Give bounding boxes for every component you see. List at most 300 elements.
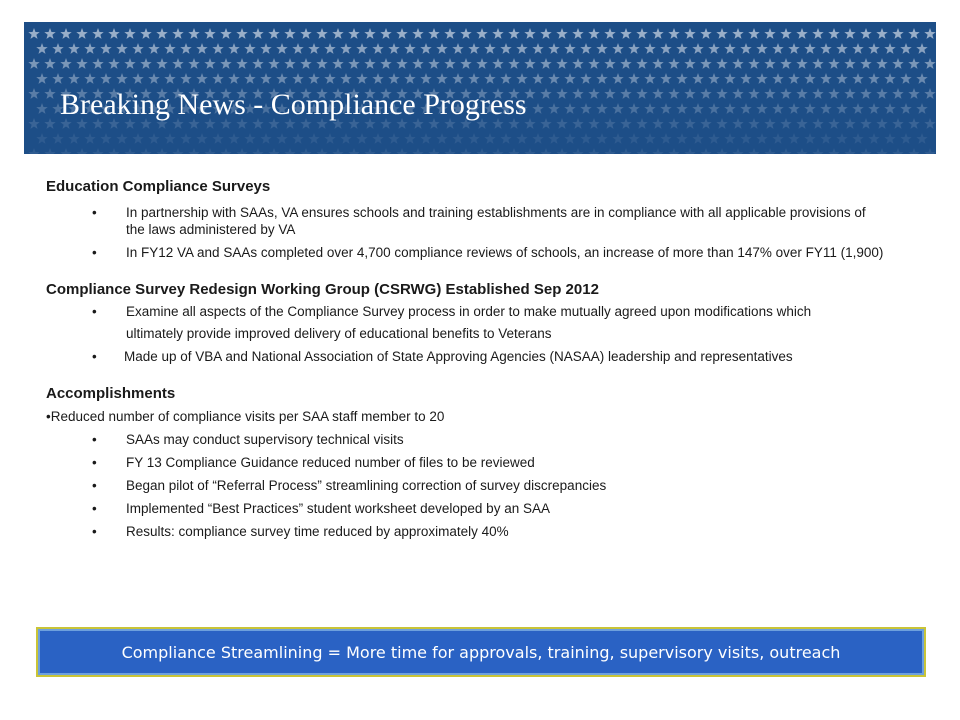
star-icon xyxy=(476,58,487,69)
star-icon xyxy=(84,133,95,144)
star-icon xyxy=(788,103,799,114)
star-icon xyxy=(820,133,831,144)
star-icon xyxy=(900,133,911,144)
star-icon xyxy=(572,118,583,129)
star-icon xyxy=(196,73,207,84)
star-icon xyxy=(668,118,679,129)
star-icon xyxy=(492,58,503,69)
star-icon xyxy=(780,118,791,129)
star-icon xyxy=(516,43,527,54)
star-icon xyxy=(892,88,903,99)
star-icon xyxy=(76,148,87,154)
star-icon xyxy=(700,28,711,39)
star-icon xyxy=(580,103,591,114)
star-icon xyxy=(484,43,495,54)
star-icon xyxy=(364,148,375,154)
star-icon xyxy=(700,148,711,154)
star-icon xyxy=(612,43,623,54)
star-icon xyxy=(540,28,551,39)
star-icon xyxy=(524,148,535,154)
bullet-dot: • xyxy=(92,455,97,470)
star-icon xyxy=(652,58,663,69)
star-icon xyxy=(556,118,567,129)
star-icon xyxy=(868,43,879,54)
star-icon xyxy=(876,28,887,39)
star-icon xyxy=(36,103,47,114)
star-icon xyxy=(724,103,735,114)
star-icon xyxy=(628,103,639,114)
star-icon xyxy=(524,28,535,39)
star-icon xyxy=(100,73,111,84)
star-icon xyxy=(708,133,719,144)
bullet-dot: • xyxy=(92,304,97,319)
bullet-text: Implemented “Best Practices” student worksheet developed by an SAA xyxy=(126,501,550,516)
star-icon xyxy=(684,118,695,129)
slide-body xyxy=(46,178,886,540)
star-icon xyxy=(404,73,415,84)
star-icon xyxy=(660,73,671,84)
star-icon xyxy=(756,133,767,144)
star-icon xyxy=(204,148,215,154)
star-icon xyxy=(836,133,847,144)
star-icon xyxy=(636,88,647,99)
star-icon xyxy=(52,73,63,84)
star-icon xyxy=(900,103,911,114)
star-icon xyxy=(36,133,47,144)
star-icon xyxy=(724,73,735,84)
star-icon xyxy=(180,73,191,84)
star-icon xyxy=(556,58,567,69)
star-icon xyxy=(116,73,127,84)
star-icon xyxy=(60,28,71,39)
star-icon xyxy=(908,118,919,129)
star-icon xyxy=(292,43,303,54)
star-icon xyxy=(340,133,351,144)
star-icon xyxy=(164,133,175,144)
star-icon xyxy=(676,73,687,84)
star-icon xyxy=(220,28,231,39)
star-icon xyxy=(844,28,855,39)
star-icon xyxy=(820,73,831,84)
star-icon xyxy=(716,28,727,39)
star-icon xyxy=(748,148,759,154)
star-icon xyxy=(700,88,711,99)
star-icon xyxy=(684,58,695,69)
star-icon xyxy=(516,133,527,144)
star-icon xyxy=(84,73,95,84)
bullet-dot: • xyxy=(92,501,97,516)
star-icon xyxy=(372,43,383,54)
callout-box xyxy=(36,627,926,677)
bullet-text: Results: compliance survey time reduced by approximately 40% xyxy=(126,524,509,539)
star-icon xyxy=(188,28,199,39)
star-icon xyxy=(716,118,727,129)
star-icon xyxy=(452,43,463,54)
star-icon xyxy=(804,43,815,54)
star-icon xyxy=(860,58,871,69)
star-icon xyxy=(44,148,55,154)
star-icon xyxy=(588,28,599,39)
star-icon xyxy=(428,58,439,69)
star-icon xyxy=(780,58,791,69)
star-icon xyxy=(372,133,383,144)
star-icon xyxy=(268,148,279,154)
star-icon xyxy=(284,28,295,39)
star-icon xyxy=(868,73,879,84)
star-icon xyxy=(444,58,455,69)
star-icon xyxy=(732,88,743,99)
star-icon xyxy=(908,148,919,154)
star-icon xyxy=(788,133,799,144)
star-icon xyxy=(924,88,935,99)
bullet-dot: • xyxy=(92,478,97,493)
star-icon xyxy=(484,133,495,144)
star-icon xyxy=(700,118,711,129)
star-icon xyxy=(500,133,511,144)
star-icon xyxy=(684,148,695,154)
star-icon xyxy=(36,73,47,84)
star-icon xyxy=(764,148,775,154)
star-icon xyxy=(916,43,927,54)
star-icon xyxy=(892,148,903,154)
star-icon xyxy=(308,73,319,84)
star-icon xyxy=(876,58,887,69)
star-icon xyxy=(228,133,239,144)
star-icon xyxy=(676,103,687,114)
star-icon xyxy=(796,28,807,39)
star-icon xyxy=(636,148,647,154)
star-icon xyxy=(108,58,119,69)
star-icon xyxy=(204,58,215,69)
bullet-item xyxy=(46,303,886,320)
star-icon xyxy=(828,58,839,69)
star-icon xyxy=(348,148,359,154)
star-icon xyxy=(876,118,887,129)
star-icon xyxy=(84,43,95,54)
star-icon xyxy=(260,133,271,144)
star-icon xyxy=(100,133,111,144)
star-icon xyxy=(868,133,879,144)
star-icon xyxy=(380,28,391,39)
star-icon xyxy=(212,133,223,144)
star-icon xyxy=(28,58,39,69)
star-icon xyxy=(924,58,935,69)
star-icon xyxy=(732,118,743,129)
star-icon xyxy=(716,58,727,69)
star-icon xyxy=(28,148,39,154)
star-icon xyxy=(764,58,775,69)
star-icon xyxy=(860,88,871,99)
star-icon xyxy=(812,88,823,99)
star-icon xyxy=(348,28,359,39)
star-icon xyxy=(692,133,703,144)
star-icon xyxy=(268,58,279,69)
star-icon xyxy=(588,118,599,129)
star-icon xyxy=(596,43,607,54)
star-icon xyxy=(148,43,159,54)
star-icon xyxy=(732,28,743,39)
bullet-text: SAAs may conduct supervisory technical visits xyxy=(126,432,404,447)
star-icon xyxy=(852,103,863,114)
star-icon xyxy=(356,43,367,54)
star-icon xyxy=(52,43,63,54)
star-icon xyxy=(492,28,503,39)
star-icon xyxy=(332,58,343,69)
star-icon xyxy=(844,58,855,69)
star-icon xyxy=(756,73,767,84)
star-icon xyxy=(236,58,247,69)
star-icon xyxy=(68,43,79,54)
star-icon xyxy=(548,133,559,144)
star-icon xyxy=(532,133,543,144)
star-icon xyxy=(884,103,895,114)
star-icon xyxy=(316,148,327,154)
star-icon xyxy=(132,133,143,144)
star-icon xyxy=(644,103,655,114)
star-icon xyxy=(540,88,551,99)
star-icon xyxy=(900,73,911,84)
star-icon xyxy=(60,58,71,69)
star-icon xyxy=(516,73,527,84)
star-icon xyxy=(580,73,591,84)
star-icon xyxy=(828,28,839,39)
lead-bullet: •Reduced number of compliance visits per SAA staff member to 20 xyxy=(46,409,445,424)
star-icon xyxy=(804,103,815,114)
star-icon xyxy=(836,43,847,54)
star-icon xyxy=(364,28,375,39)
star-icon xyxy=(228,73,239,84)
star-icon xyxy=(628,73,639,84)
star-icon xyxy=(396,28,407,39)
star-icon xyxy=(236,28,247,39)
star-icon xyxy=(124,28,135,39)
bullet-text: In partnership with SAAs, VA ensures schools and training establishments are in compliance with all applicable provisions of the laws administered by VA xyxy=(126,205,866,237)
bullet-item xyxy=(46,454,886,471)
star-icon xyxy=(732,148,743,154)
star-icon xyxy=(780,148,791,154)
star-icon xyxy=(204,28,215,39)
star-icon xyxy=(836,103,847,114)
star-icon xyxy=(828,148,839,154)
star-icon xyxy=(172,148,183,154)
star-icon xyxy=(268,28,279,39)
star-icon xyxy=(548,103,559,114)
star-icon xyxy=(596,133,607,144)
star-icon xyxy=(292,133,303,144)
star-icon xyxy=(604,148,615,154)
star-icon xyxy=(124,148,135,154)
star-icon xyxy=(532,73,543,84)
star-icon xyxy=(884,133,895,144)
star-icon xyxy=(324,73,335,84)
star-icon xyxy=(124,58,135,69)
star-icon xyxy=(692,73,703,84)
star-icon xyxy=(276,133,287,144)
star-icon xyxy=(356,133,367,144)
star-icon xyxy=(660,43,671,54)
star-icon xyxy=(500,73,511,84)
star-icon xyxy=(156,148,167,154)
star-icon xyxy=(772,73,783,84)
star-icon xyxy=(476,28,487,39)
star-icon xyxy=(252,28,263,39)
bullet-continuation: ultimately provide improved delivery of educational benefits to Veterans xyxy=(126,326,552,341)
star-icon xyxy=(484,73,495,84)
star-icon xyxy=(300,58,311,69)
star-icon xyxy=(628,43,639,54)
star-icon xyxy=(260,43,271,54)
star-icon xyxy=(892,58,903,69)
star-icon xyxy=(668,58,679,69)
star-icon xyxy=(28,28,39,39)
star-icon xyxy=(500,43,511,54)
star-icon xyxy=(420,43,431,54)
star-icon xyxy=(412,28,423,39)
star-icon xyxy=(220,148,231,154)
star-icon xyxy=(772,133,783,144)
star-icon xyxy=(812,118,823,129)
star-icon xyxy=(92,148,103,154)
star-icon xyxy=(596,73,607,84)
star-icon xyxy=(612,73,623,84)
star-icon xyxy=(164,43,175,54)
star-icon xyxy=(236,148,247,154)
bullet-item xyxy=(46,500,886,517)
star-icon xyxy=(36,43,47,54)
star-icon xyxy=(364,58,375,69)
star-icon xyxy=(884,43,895,54)
star-icon xyxy=(796,58,807,69)
title-banner xyxy=(24,22,936,154)
star-icon xyxy=(412,148,423,154)
star-icon xyxy=(92,58,103,69)
star-icon xyxy=(572,148,583,154)
star-icon xyxy=(556,88,567,99)
star-icon xyxy=(628,133,639,144)
star-icon xyxy=(724,133,735,144)
star-icon xyxy=(636,58,647,69)
star-icon xyxy=(588,58,599,69)
star-icon xyxy=(724,43,735,54)
star-icon xyxy=(852,133,863,144)
star-icon xyxy=(212,73,223,84)
star-icon xyxy=(68,73,79,84)
star-icon xyxy=(132,73,143,84)
star-icon xyxy=(228,43,239,54)
star-icon xyxy=(700,58,711,69)
star-icon xyxy=(852,73,863,84)
star-icon xyxy=(308,43,319,54)
bullet-item xyxy=(46,431,886,448)
star-icon xyxy=(676,133,687,144)
star-icon xyxy=(76,58,87,69)
star-icon xyxy=(140,28,151,39)
star-icon xyxy=(852,43,863,54)
bullet-text: Began pilot of “Referral Process” streamlining correction of survey discrepancies xyxy=(126,478,607,493)
star-icon xyxy=(740,103,751,114)
star-icon xyxy=(844,148,855,154)
star-icon xyxy=(356,73,367,84)
bullet-text: Examine all aspects of the Compliance Survey process in order to make mutually agreed upon modifications which xyxy=(126,304,812,319)
star-icon xyxy=(388,133,399,144)
star-icon xyxy=(260,73,271,84)
star-icon xyxy=(684,28,695,39)
star-icon xyxy=(684,88,695,99)
star-icon xyxy=(468,133,479,144)
star-icon xyxy=(604,28,615,39)
star-icon xyxy=(748,88,759,99)
star-icon xyxy=(820,43,831,54)
star-icon xyxy=(340,43,351,54)
star-icon xyxy=(396,58,407,69)
star-icon xyxy=(148,73,159,84)
bullet-dot: • xyxy=(92,205,97,220)
star-icon xyxy=(908,58,919,69)
star-icon xyxy=(28,88,39,99)
star-icon xyxy=(796,148,807,154)
star-icon xyxy=(196,43,207,54)
star-icon xyxy=(92,28,103,39)
star-icon xyxy=(132,43,143,54)
star-icon xyxy=(332,148,343,154)
star-icon xyxy=(812,148,823,154)
star-icon xyxy=(244,73,255,84)
star-icon xyxy=(916,133,927,144)
bullet-dot: • xyxy=(92,349,97,364)
star-icon xyxy=(828,118,839,129)
star-icon xyxy=(644,133,655,144)
star-icon xyxy=(292,73,303,84)
star-icon xyxy=(620,88,631,99)
star-icon xyxy=(764,118,775,129)
bullet-text: FY 13 Compliance Guidance reduced number of files to be reviewed xyxy=(126,455,535,470)
star-icon xyxy=(868,103,879,114)
star-icon xyxy=(380,58,391,69)
star-icon xyxy=(580,43,591,54)
star-icon xyxy=(772,43,783,54)
star-icon xyxy=(636,28,647,39)
star-icon xyxy=(548,73,559,84)
star-icon xyxy=(428,148,439,154)
star-icon xyxy=(116,43,127,54)
star-icon xyxy=(436,133,447,144)
star-icon xyxy=(596,103,607,114)
star-icon xyxy=(420,133,431,144)
bullet-text: Made up of VBA and National Association of State Approving Agencies (NASAA) leadership and representatives xyxy=(124,349,793,364)
star-icon xyxy=(564,133,575,144)
star-icon xyxy=(116,133,127,144)
star-icon xyxy=(564,103,575,114)
bullet-item xyxy=(46,204,886,238)
star-icon xyxy=(28,118,39,129)
star-icon xyxy=(412,58,423,69)
star-icon xyxy=(796,88,807,99)
star-icon xyxy=(324,133,335,144)
star-icon xyxy=(908,88,919,99)
star-icon xyxy=(476,148,487,154)
star-icon xyxy=(892,28,903,39)
star-icon xyxy=(460,28,471,39)
star-icon xyxy=(276,43,287,54)
bullet-text: In FY12 VA and SAAs completed over 4,700 compliance reviews of schools, an increase of more than 147% over FY11 (1,900) xyxy=(126,245,884,260)
star-icon xyxy=(44,28,55,39)
star-icon xyxy=(540,118,551,129)
star-icon xyxy=(636,118,647,129)
star-icon xyxy=(588,88,599,99)
star-icon xyxy=(556,28,567,39)
star-icon xyxy=(620,58,631,69)
star-icon xyxy=(804,73,815,84)
